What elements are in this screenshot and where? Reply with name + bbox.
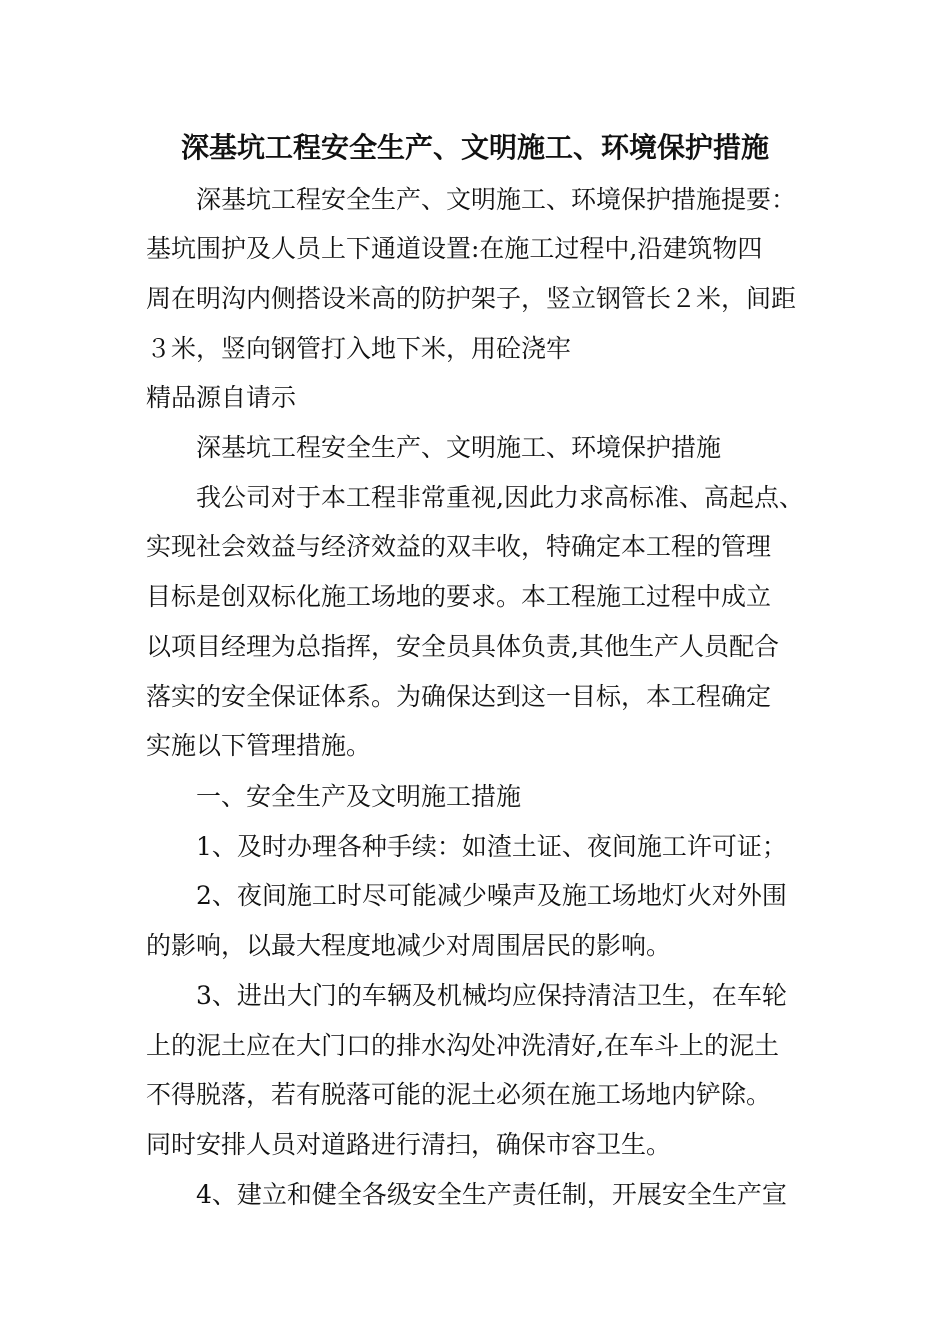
text-line: 深基坑工程安全生产、文明施工、环境保护措施 bbox=[196, 433, 722, 462]
text-line: 上的泥土应在大门口的排水沟处冲洗清好,在车斗上的泥土 bbox=[146, 1031, 779, 1060]
text-line: 1、及时办理各种手续：如渣土证、夜间施工许可证； bbox=[196, 832, 787, 861]
text-line: 实施以下管理措施。 bbox=[146, 731, 372, 760]
text-line: 2、夜间施工时尽可能减少噪声及施工场地灯火对外围 bbox=[196, 881, 787, 910]
section-heading: 一、安全生产及文明施工措施 bbox=[196, 782, 522, 811]
text-line: 周在明沟内侧搭设米高的防护架子，竖立钢管长２米，间距 bbox=[146, 284, 797, 313]
text-line: 我公司对于本工程非常重视,因此力求高标准、高起点、 bbox=[196, 483, 804, 512]
text-line: 目标是创双标化施工场地的要求。本工程施工过程中成立 bbox=[146, 582, 772, 611]
text-line: 以项目经理为总指挥，安全员具体负责,其他生产人员配合 bbox=[146, 632, 779, 661]
document-title: 深基坑工程安全生产、文明施工、环境保护措施 bbox=[180, 131, 769, 164]
text-line: 实现社会效益与经济效益的双丰收，特确定本工程的管理 bbox=[146, 532, 772, 561]
text-line: ３米，竖向钢管打入地下米，用砼浇牢 bbox=[146, 334, 572, 363]
text-line: 同时安排人员对道路进行清扫，确保市容卫生。 bbox=[146, 1130, 672, 1159]
text-line: 4、建立和健全各级安全生产责任制，开展安全生产宣 bbox=[196, 1180, 787, 1209]
text-line: 深基坑工程安全生产、文明施工、环境保护措施提要： bbox=[196, 185, 797, 214]
text-line: 3、进出大门的车辆及机械均应保持清洁卫生，在车轮 bbox=[196, 981, 787, 1010]
text-line: 不得脱落，若有脱落可能的泥土必须在施工场地内铲除。 bbox=[146, 1080, 772, 1109]
text-line: 基坑围护及人员上下通道设置:在施工过程中,沿建筑物四 bbox=[146, 234, 763, 263]
text-line: 精品源自请示 bbox=[146, 383, 297, 412]
text-line: 的影响，以最大程度地减少对周围居民的影响。 bbox=[146, 931, 672, 960]
text-line: 落实的安全保证体系。为确保达到这一目标，本工程确定 bbox=[146, 682, 772, 711]
